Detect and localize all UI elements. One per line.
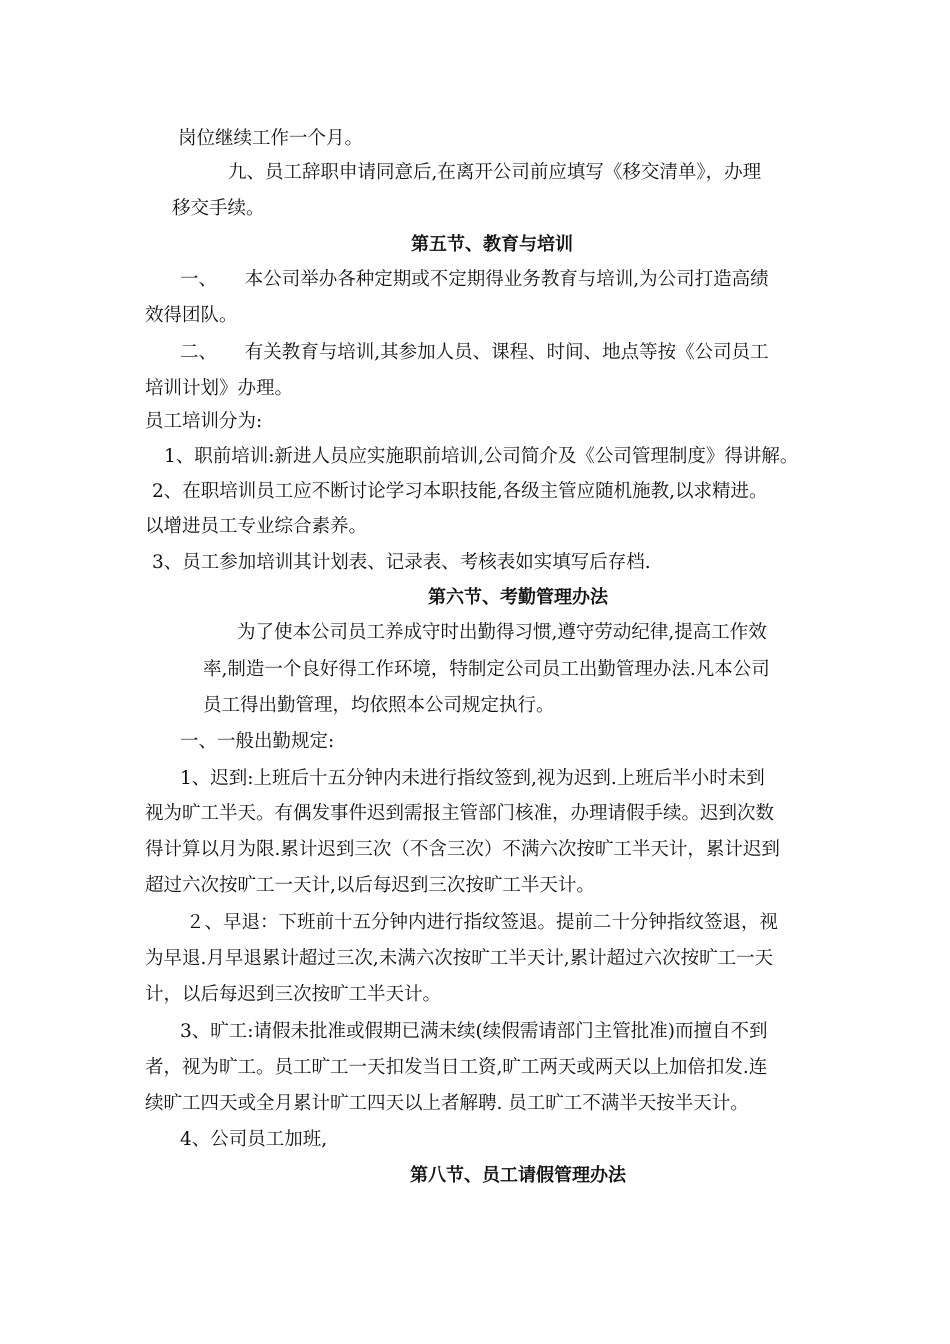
line-22: 为早退.月早退累计超过三次,未满六次按旷工半天计,累计超过六次按旷工一天 <box>145 948 774 969</box>
section-8-heading: 第八节、员工请假管理办法 <box>410 1165 626 1186</box>
line-2: 九、员工辞职申请同意后,在离开公司前应填写《移交清单》，办理 <box>228 162 762 183</box>
line-25: 者，视为旷工。员工旷工一天扣发当日工资,旷工两天或两天以上加倍扣发.连 <box>145 1057 768 1078</box>
line-17: 1、迟到:上班后十五分钟内未进行指纹签到,视为迟到.上班后半小时未到 <box>180 768 765 789</box>
line-26: 续旷工四天或全月累计旷工四天以上者解聘. 员工旷工不满半天按半天计。 <box>145 1093 749 1114</box>
line-3: 移交手续。 <box>172 198 265 219</box>
line-6: 二、 有关教育与培训,其参加人员、课程、时间、地点等按《公司员工 <box>180 342 769 363</box>
line-23: 计，以后每迟到三次按旷工半天计。 <box>145 984 442 1005</box>
line-9: 1、职前培训:新进人员应实施职前培训,公司简介及《公司管理制度》得讲解。 <box>164 446 799 467</box>
line-18: 视为旷工半天。有偶发事件迟到需报主管部门核准，办理请假手续。迟到次数 <box>145 803 775 824</box>
line-15: 员工得出勤管理，均依照本公司规定执行。 <box>203 695 555 716</box>
line-4: 一、 本公司举办各种定期或不定期得业务教育与培训,为公司打造高绩 <box>180 269 769 290</box>
line-13: 为了使本公司员工养成守时出勤得习惯,遵守劳动纪律,提高工作效 <box>237 622 767 643</box>
section-6-heading: 第六节、考勤管理办法 <box>428 587 608 608</box>
line-20: 超过六次按旷工一天计,以后每迟到三次按旷工半天计。 <box>145 875 595 896</box>
line-1: 岗位继续工作一个月。 <box>178 128 364 149</box>
line-12: 3、员工参加培训其计划表、记录表、考核表如实填写后存档. <box>152 552 651 573</box>
line-5: 效得团队。 <box>145 305 238 326</box>
line-8: 员工培训分为: <box>145 411 263 432</box>
line-27: 4、公司员工加班, <box>180 1129 328 1150</box>
line-24: 3、旷工:请假未批准或假期已满未续(续假需请部门主管批准)而擅自不到 <box>180 1021 768 1042</box>
section-5-heading: 第五节、教育与培训 <box>411 234 573 255</box>
line-16: 一、一般出勤规定: <box>180 731 335 752</box>
line-14: 率,制造一个良好得工作环境，特制定公司员工出勤管理办法.凡本公司 <box>203 659 770 680</box>
line-10: 2、在职培训员工应不断讨论学习本职技能,各级主管应随机施教,以求精进。 <box>152 481 768 502</box>
line-19: 得计算以月为限.累计迟到三次（不含三次）不满六次按旷工半天计，累计迟到 <box>145 839 780 860</box>
line-7: 培训计划》办理。 <box>145 378 294 399</box>
line-21: ２、早退：下班前十五分钟内进行指纹签退。提前二十分钟指纹签退，视 <box>186 912 779 933</box>
line-11: 以增进员工专业综合素养。 <box>145 516 368 537</box>
